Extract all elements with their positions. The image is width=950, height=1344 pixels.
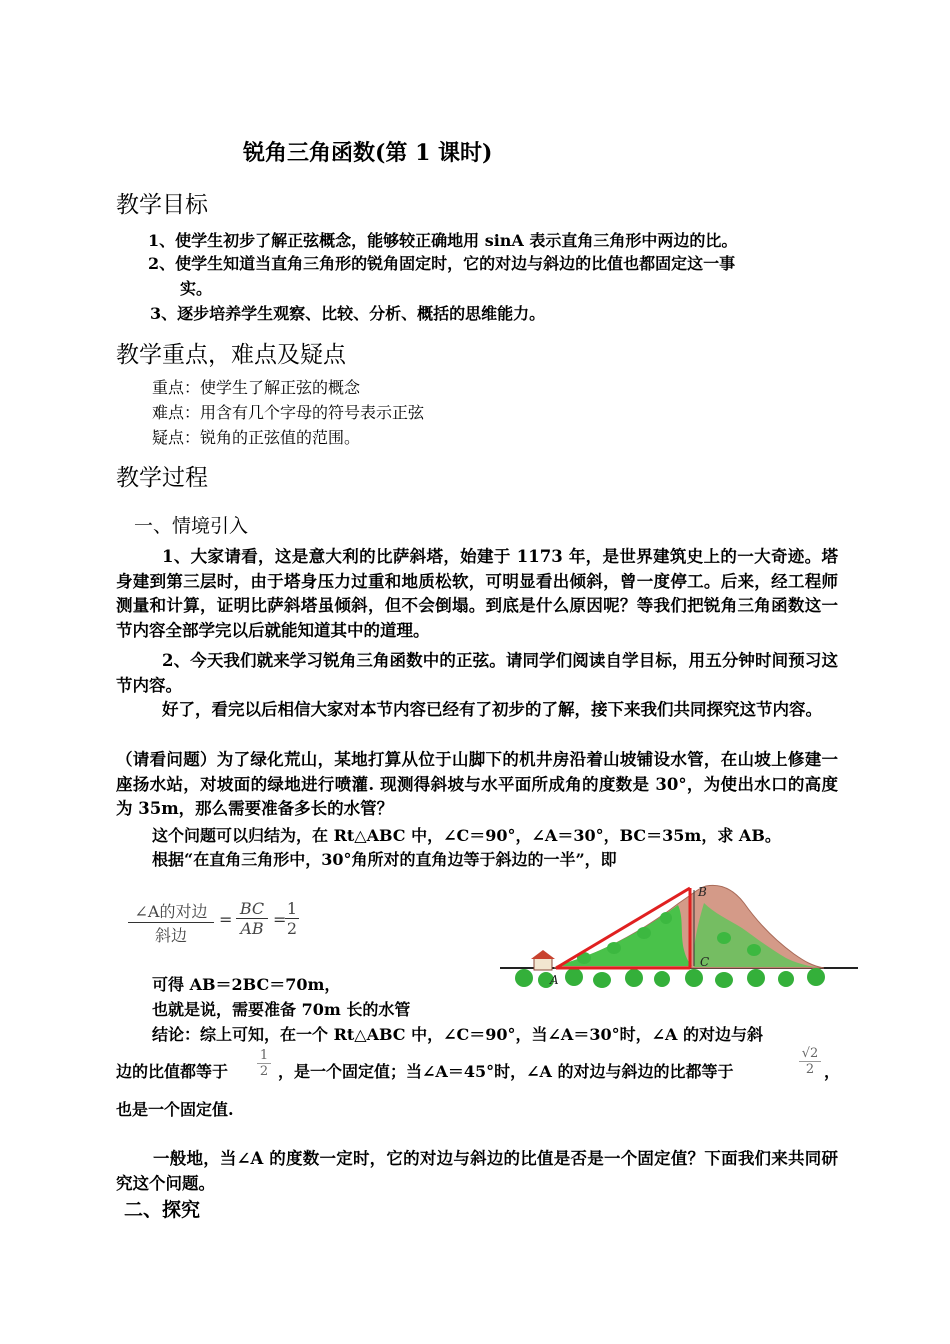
paragraph-9a: 结论：综上可知，在一个 Rt△ABC 中，∠C＝90°，当∠A＝30°时，∠A 的对边与斜 (152, 1025, 763, 1044)
paragraph-7: 可得 AB＝2BC＝70m， (152, 975, 341, 994)
part1-heading: 一、情境引入 (134, 515, 249, 537)
paragraph-9b-part2: ，是一个固定值；当∠A＝45°时，∠A 的对边与斜边的比都等于 (278, 1062, 734, 1081)
key-point: 难点：用含有几个字母的符号表示正弦 (152, 403, 425, 422)
goal-item: 3、逐步培养学生观察、比较、分析、概括的思维能力。 (150, 304, 546, 323)
goal-item: 1、使学生初步了解正弦概念，能够较正确地用 sinA 表示直角三角形中两边的比。 (148, 231, 738, 250)
formula-rhs-den: 2 (286, 919, 298, 938)
process-heading: 教学过程 (116, 465, 208, 491)
formula-lhs-den: 斜边 (154, 926, 187, 945)
house (534, 958, 552, 970)
paragraph-9b-part3: ， (824, 1062, 841, 1081)
formula-equals: = (273, 910, 287, 929)
goal-item: 2、使学生知道当直角三角形的锐角固定时，它的对边与斜边的比值也都固定这一事 (148, 254, 736, 273)
mountain-slope-figure (494, 858, 864, 1000)
vertex-a-label: A (550, 973, 559, 987)
formula-lhs-fraction (128, 899, 214, 946)
sqrt-fraction (799, 1046, 821, 1077)
paragraph-10: 一般地，当∠A 的度数一定时，它的对边与斜边的比值是否是一个固定值？下面我们来共同研究这个问题。 (116, 1149, 838, 1193)
paragraph-4: （请看问题）为了绿化荒山，某地打算从位于山脚下的机井房沿着山坡铺设水管，在山坡上修建一座扬水站，对坡面的绿地进行喷灌. 现测得斜坡与水平面所成角的度数是 30°，为使出水口的高度为 35m，那么需要准备多长的水管？ (116, 750, 838, 818)
sqrt-den: 2 (805, 1062, 815, 1077)
vertex-c-label: C (700, 955, 710, 969)
paragraph-6: 根据“在直角三角形中，30°角所对的直角边等于斜边的一半”，即 (152, 850, 617, 869)
paragraph-5: 这个问题可以归结为，在 Rt△ABC 中，∠C＝90°，∠A＝30°，BC＝35m，求 AB。 (152, 826, 781, 845)
paragraph-9b-part1: 边的比值都等于 (116, 1062, 229, 1081)
half-fraction (257, 1048, 271, 1079)
vertex-b-label: B (698, 885, 707, 899)
paragraph-3: 好了，看完以后相信大家对本节内容已经有了初步的了解，接下来我们共同探究这节内容。 (162, 700, 822, 719)
formula-rhs-num: 1 (286, 899, 298, 918)
page-title: 锐角三角函数(第 1 课时) (243, 140, 493, 166)
key-heading: 教学重点，难点及疑点 (116, 342, 346, 368)
goals-heading: 教学目标 (116, 192, 208, 218)
goal-item: 实。 (180, 279, 213, 298)
key-point: 重点：使学生了解正弦的概念 (152, 378, 361, 397)
sqrt-num: √2 (801, 1046, 819, 1061)
paragraph-2: 2、今天我们就来学习锐角三角函数中的正弦。请同学们阅读自学目标，用五分钟时间预习这节内容。 (116, 651, 838, 695)
formula-mid-fraction (236, 899, 268, 938)
part2-heading: 二、探究 (124, 1199, 201, 1221)
formula-mid-num: BC (239, 899, 265, 918)
key-point: 疑点：锐角的正弦值的范围。 (152, 428, 361, 447)
paragraph-8: 也就是说，需要准备 70m 长的水管 (152, 1000, 411, 1019)
trees (515, 968, 825, 988)
formula-equals: = (219, 910, 233, 929)
half-num: 1 (259, 1048, 269, 1063)
formula-rhs-fraction (285, 899, 299, 938)
formula-mid-den: AB (240, 919, 264, 938)
house-roof (531, 950, 555, 959)
half-den: 2 (259, 1064, 269, 1079)
paragraph-1: 1、大家请看，这是意大利的比萨斜塔，始建于 1173 年，是世界建筑史上的一大奇迹。塔身建到第三层时，由于塔身压力过重和地质松软，可明显看出倾斜，曾一度停工。后来，经工程师测量和计算，证明比萨斜塔虽倾斜，但不会倒塌。到底是什么原因呢？等我们把锐角三角函数这一节内容全部学完以后就能知道其中的道理。 (116, 547, 838, 640)
formula-lhs-num: ∠A的对边 (134, 902, 208, 921)
paragraph-9c: 也是一个固定值. (116, 1100, 234, 1119)
